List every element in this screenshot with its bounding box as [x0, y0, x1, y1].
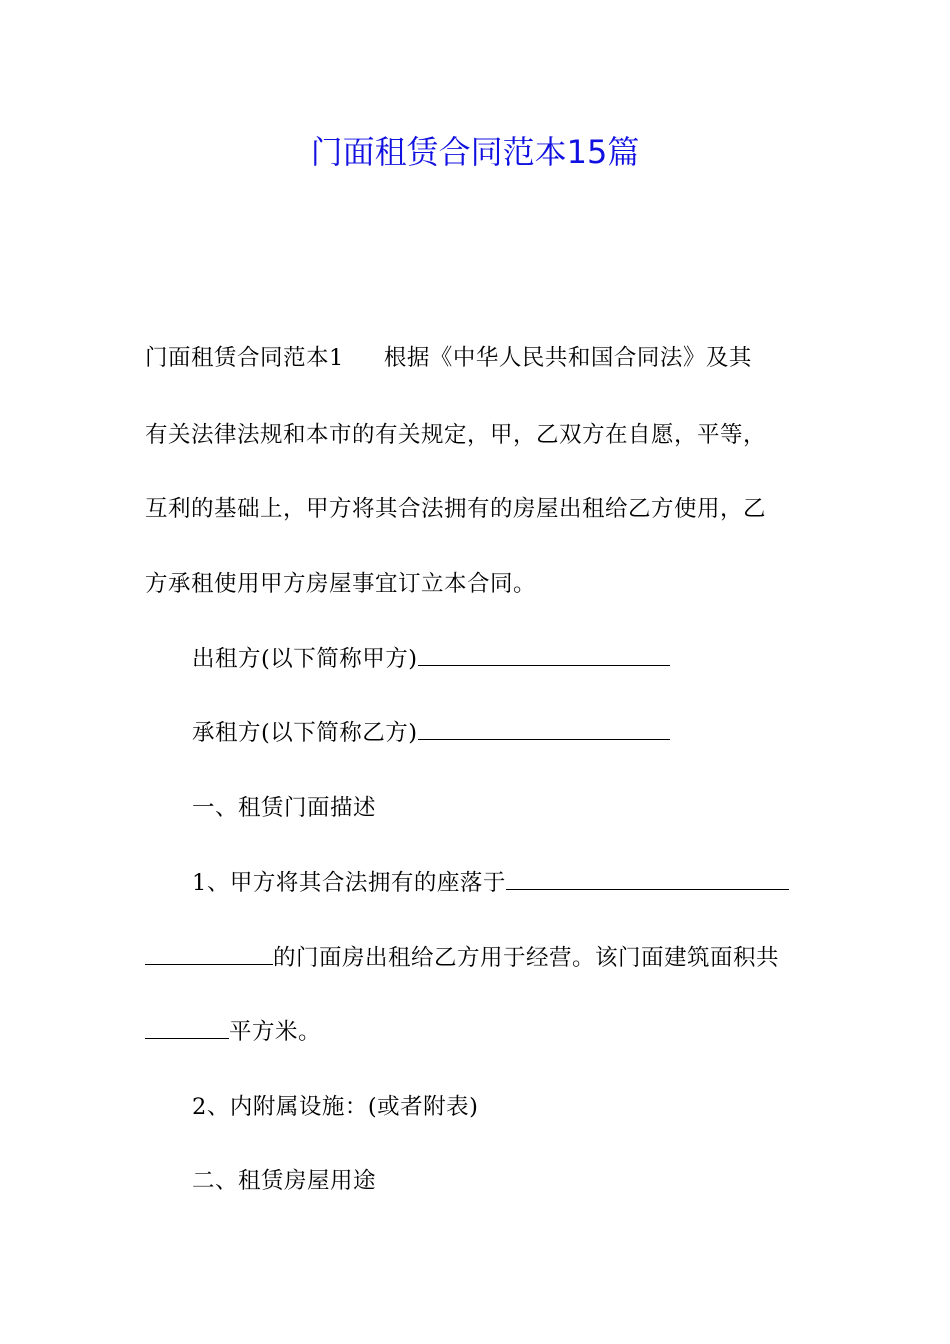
- paragraph-line-2: 有关法律法规和本市的有关规定，甲，乙双方在自愿，平等，: [145, 422, 767, 448]
- paragraph-line-4: 方承租使用甲方房屋事宜订立本合同。: [145, 571, 537, 597]
- lessor-line: [192, 642, 670, 676]
- article1-item1-line3: [145, 1015, 321, 1049]
- paragraph-line-3: 互利的基础上，甲方将其合法拥有的房屋出租给乙方使用，乙: [145, 496, 767, 522]
- location-blank-field-continued[interactable]: [145, 942, 273, 965]
- article1-item1-line1: [192, 866, 789, 900]
- document-title: 门面租赁合同范本15篇: [310, 133, 640, 171]
- location-blank-field[interactable]: [506, 867, 789, 890]
- lessee-blank-field[interactable]: [418, 717, 670, 740]
- article2-heading: 二、租赁房屋用途: [192, 1168, 377, 1194]
- article1-heading: 一、租赁门面描述: [192, 795, 377, 821]
- lessor-blank-field[interactable]: [418, 643, 670, 666]
- item1-text-part3: 平方米。: [229, 1019, 322, 1045]
- article1-item1-line2: [145, 941, 779, 975]
- paragraph-line-1: [145, 341, 752, 375]
- area-blank-field[interactable]: [145, 1016, 229, 1039]
- lessor-label: 出租方(以下简称甲方): [192, 646, 418, 672]
- article1-item2: 2、内附属设施：(或者附表): [192, 1094, 479, 1120]
- lessee-label: 承租方(以下简称乙方): [192, 720, 418, 746]
- lessee-line: [192, 716, 670, 750]
- section-heading: 门面租赁合同范本1: [145, 345, 344, 371]
- item1-text-part2: 的门面房出租给乙方用于经营。该门面建筑面积共: [273, 945, 780, 971]
- item1-text-part1: 1、甲方将其合法拥有的座落于: [192, 870, 506, 896]
- intro-text-1: 根据《中华人民共和国合同法》及其: [383, 345, 752, 371]
